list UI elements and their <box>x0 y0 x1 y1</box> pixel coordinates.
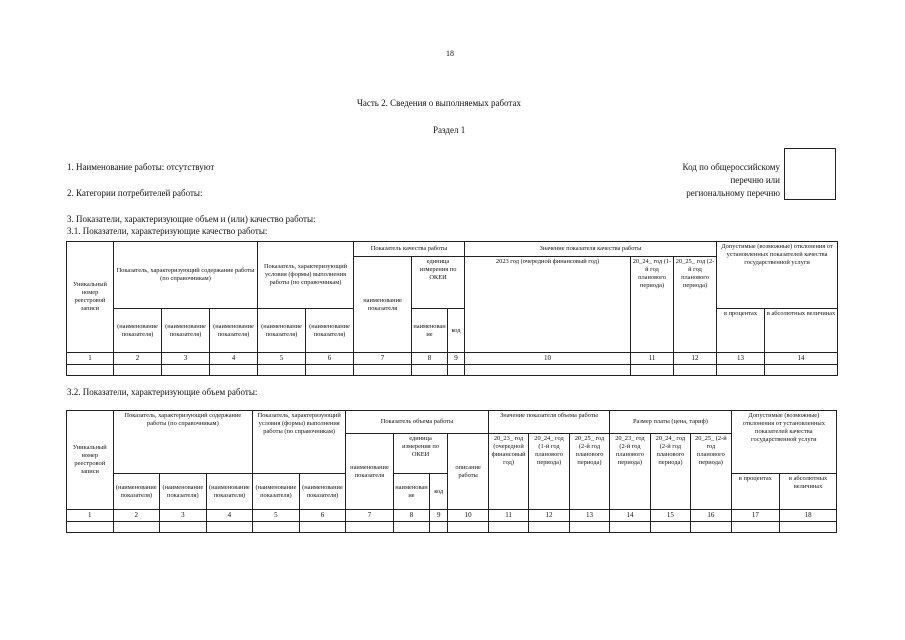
t2-h-fee: Размер платы (цена, тариф) <box>610 411 731 434</box>
t1-h-year1: 2023 год (очередной финансовый год) <box>465 257 631 353</box>
t2-col-number: 5 <box>253 510 300 522</box>
t2-col-number: 6 <box>299 510 346 522</box>
t2-h-deviation: Допустимые (возможные) отклонения от установленных показателей качества государственной услуги <box>731 411 836 474</box>
t1-col-number: 11 <box>631 353 674 365</box>
t2-h-f-year3: 20_25_ (2-й год планового периода) <box>691 434 731 510</box>
t1-h-value: Значение показателя качества работы <box>465 242 717 257</box>
t2-col-number: 14 <box>610 510 650 522</box>
t2-h-v-year3: 20_25_ год (2-й год планового периода) <box>569 434 609 510</box>
t1-h-quality: Показатель качества работы <box>354 242 465 257</box>
t1-h-deviation: Допустимые (возможные) отклонения от установленных показателей качества государственной услуги <box>717 242 838 309</box>
t2-col-number: 4 <box>206 510 253 522</box>
t1-col-number: 3 <box>162 353 210 365</box>
t2-h-absolute: в абсолютных величинах <box>780 474 837 510</box>
t2-h-description: описание работы <box>448 434 488 510</box>
indicators-heading: 3. Показатели, характеризующие объем и (или) качество работы: <box>67 214 316 224</box>
t1-col-number: 5 <box>258 353 306 365</box>
t1-h-name-ind-3: (наименование показателя) <box>162 309 210 353</box>
t1-col-number: 13 <box>717 353 765 365</box>
t2-h-volume: Показатель объема работы <box>346 411 489 434</box>
t2-h-f-year2: 20_24_ год (2-й год планового периода) <box>650 434 690 510</box>
page-number: 18 <box>446 49 454 58</box>
t2-h-f-year1: 20_23_ год (2-й год планового периода) <box>610 434 650 510</box>
t1-h-absolute: в абсолютных величинах <box>765 309 838 353</box>
t1-h-percent: в процентах <box>717 309 765 353</box>
t1-h-unit: единица измерения по ОКЕИ <box>412 257 465 309</box>
t1-h-name-ind-5: (наименование показателя) <box>258 309 306 353</box>
t1-h-name-ind-4: (наименование показателя) <box>210 309 258 353</box>
t2-col-number: 7 <box>346 510 394 522</box>
t2-h-conditions: Показатель, характеризующий условия (формы) выполнения работы (по справочникам) <box>253 411 346 474</box>
t2-col-number: 1 <box>67 510 114 522</box>
t2-col-number: 15 <box>650 510 690 522</box>
t1-h-unit-name: наименование <box>412 309 448 353</box>
t2-h-v-year1: 20_23_ год (очередной финансовый год) <box>488 434 528 510</box>
table2-title: 3.2. Показатели, характеризующие объем работы: <box>67 387 258 397</box>
t2-h-unit-name: наименование <box>393 474 429 510</box>
t2-col-number: 13 <box>569 510 609 522</box>
t2-h-content: Показатель, характеризующий содержание работы (по справочникам) <box>113 411 253 474</box>
t1-col-number: 6 <box>306 353 354 365</box>
t2-h-code: код <box>430 474 448 510</box>
t1-h-year3: 20_25_ год (2-й год планового периода) <box>674 257 717 353</box>
quality-indicators-table <box>66 241 838 376</box>
t2-h-name-ind-2: (наименование показателя) <box>113 474 160 510</box>
t2-h-value: Значение показателя объема работы <box>488 411 609 434</box>
t1-col-number: 8 <box>412 353 448 365</box>
t2-h-name-ind-5: (наименование показателя) <box>253 474 300 510</box>
t2-h-ind-name: наименование показателя <box>346 434 394 510</box>
t2-col-number: 18 <box>780 510 837 522</box>
t1-h-unique: Уникальный номер реестровой записи <box>67 242 114 353</box>
code-label-line3: региональному перечню <box>686 188 780 198</box>
table1-title: 3.1. Показатели, характеризующие качество работы: <box>67 226 268 236</box>
t1-col-number: 2 <box>114 353 162 365</box>
section-title: Раздел 1 <box>433 125 466 135</box>
t1-h-name-ind-2: (наименование показателя) <box>114 309 162 353</box>
volume-indicators-table <box>66 410 837 533</box>
code-label-line1: Код по общероссийскому <box>682 162 780 172</box>
t2-col-number: 3 <box>160 510 207 522</box>
t1-col-number: 7 <box>354 353 412 365</box>
t1-col-number: 4 <box>210 353 258 365</box>
t1-h-content: Показатель, характеризующий содержание работы (по справочникам) <box>114 242 258 309</box>
t1-col-number: 14 <box>765 353 838 365</box>
t1-h-year2: 20_24_ год (1-й год планового периода) <box>631 257 674 353</box>
t2-col-number: 10 <box>448 510 488 522</box>
t2-h-v-year2: 20_24_ год (1-й год планового периода) <box>529 434 569 510</box>
t2-h-unit: единица измерения по ОКЕИ <box>393 434 448 474</box>
t1-h-name-ind-6: (наименование показателя) <box>306 309 354 353</box>
t1-data-row[interactable] <box>67 364 838 375</box>
t2-h-name-ind-3: (наименование показателя) <box>160 474 207 510</box>
t2-col-number: 8 <box>393 510 429 522</box>
t2-h-percent: в процентах <box>731 474 780 510</box>
t1-col-number: 10 <box>465 353 631 365</box>
part-title: Часть 2. Сведения о выполняемых работах <box>357 98 521 108</box>
t1-h-ind-name: наименование показателя <box>354 257 412 353</box>
t2-h-name-ind-6: (наименование показателя) <box>299 474 346 510</box>
t2-col-number: 16 <box>691 510 731 522</box>
t1-h-conditions: Показатель, характеризующий условия (формы) выполнения работы (по справочникам) <box>258 242 354 309</box>
work-name-line: 1. Наименование работы: отсутствуют <box>67 162 215 172</box>
code-label-line2: перечню или <box>730 175 780 185</box>
t2-col-number: 9 <box>430 510 448 522</box>
t1-h-code: код <box>448 309 465 353</box>
t1-col-number: 1 <box>67 353 114 365</box>
t1-col-number: 12 <box>674 353 717 365</box>
t2-h-unique: Уникальный номер реестровой записи <box>67 411 114 510</box>
code-box[interactable] <box>784 148 836 200</box>
t2-col-number: 17 <box>731 510 780 522</box>
consumer-category-line: 2. Категории потребителей работы: <box>67 188 203 198</box>
t2-col-number: 11 <box>488 510 528 522</box>
t2-col-number: 2 <box>113 510 160 522</box>
t2-col-number: 12 <box>529 510 569 522</box>
t2-h-name-ind-4: (наименование показателя) <box>206 474 253 510</box>
t1-col-number: 9 <box>448 353 465 365</box>
t2-data-row[interactable] <box>67 521 837 532</box>
